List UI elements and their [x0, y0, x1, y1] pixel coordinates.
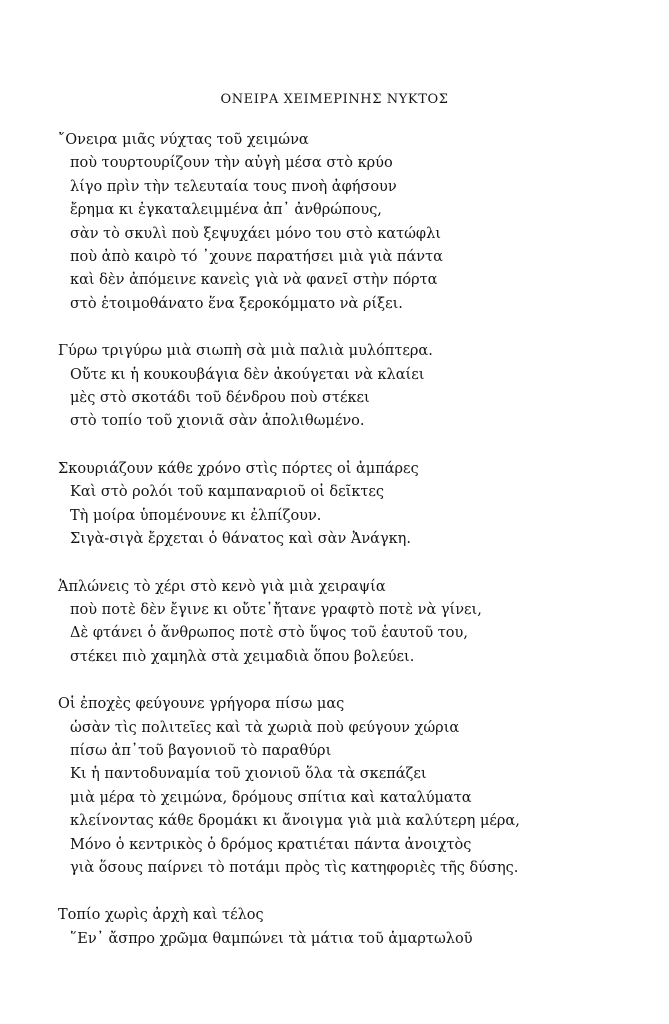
poem-line: Οἱ ἐποχὲς φεύγουνε γρήγορα πίσω μας [58, 696, 345, 713]
poem-line: Ἁπλώνεις τὸ χέρι στὸ κενὸ γιὰ μιὰ χειραψία [58, 578, 386, 595]
poem-line: καὶ δὲν ἀπόμεινε κανεὶς γιὰ νὰ φανεῖ στὴν πόρτα [70, 272, 438, 289]
poem-line: ποὺ τουρτουρίζουν τὴν αὐγὴ μέσα στὸ κρύο [70, 155, 393, 172]
poem-line: Οὔτε κι ἡ κουκουβάγια δὲν ἀκούγεται νὰ κλαίει [70, 366, 425, 383]
poem-line: ῎Ονειρα μιᾶς νύχτας τοῦ χειμώνα [58, 132, 309, 148]
stanza [60, 340, 620, 434]
poem-line: μιὰ μέρα τὸ χειμώνα, δρόμους σπίτια καὶ καταλύματα [70, 789, 472, 806]
stanza [60, 458, 620, 552]
poem-line: ὡσὰν τὶς πολιτεῖες καὶ τὰ χωριὰ ποὺ φεύγουν χώρια [70, 719, 460, 736]
poem-line: ποὺ ποτὲ δὲν ἔγινε κι οὔτε᾽ἤτανε γραφτὸ ποτὲ νὰ γίνει, [70, 601, 482, 618]
poem-line: Τοπίο χωρὶς ἀρχὴ καὶ τέλος [58, 907, 264, 924]
poem-line: Σκουριάζουν κάθε χρόνο στὶς πόρτες οἱ ἀμπάρες [58, 460, 419, 477]
poem-line: Μόνο ὁ κεντρικὸς ὁ δρόμος κρατιέται πάντα ἀνοιχτὸς [70, 836, 472, 853]
stanza [60, 129, 620, 316]
poem-line: στέκει πιὸ χαμηλὰ στὰ χειμαδιὰ ὅπου βολεύει. [70, 648, 415, 665]
poem-line: γιὰ ὅσους παίρνει τὸ ποτάμι πρὸς τὶς κατηφοριὲς τῆς δύσης. [70, 859, 519, 876]
poem-line: ῞Εν᾽ ἄσπρο χρῶμα θαμπώνει τὰ μάτια τοῦ ἁμαρτωλοῦ [70, 930, 473, 947]
poem-line: Κι ἡ παντοδυναμία τοῦ χιονιοῦ ὅλα τὰ σκεπάζει [70, 766, 427, 783]
stanza [60, 693, 620, 880]
poem-line: μὲς στὸ σκοτάδι τοῦ δένδρου ποὺ στέκει [70, 390, 370, 407]
poem-line: σὰν τὸ σκυλὶ ποὺ ξεψυχάει μόνο του στὸ κατώφλι [70, 225, 441, 242]
poem-line: Καὶ στὸ ρολόι τοῦ καμπαναριοῦ οἱ δεῖκτες [70, 484, 385, 501]
poem-body [60, 129, 620, 975]
stanza [60, 576, 620, 670]
poem-line: Γύρω τριγύρω μιὰ σιωπὴ σὰ μιὰ παλιὰ μυλόπτερα. [58, 343, 433, 360]
poem-line: στὸ ἑτοιμοθάνατο ἕνα ξεροκόμματο νὰ ρίξει. [70, 295, 403, 312]
poem-line: κλείνοντας κάθε δρομάκι κι ἄνοιγμα γιὰ μιὰ καλύτερη μέρα, [70, 813, 520, 830]
poem-line: Τὴ μοίρα ὑπομένουνε κι ἐλπίζουν. [70, 507, 322, 524]
poem-line: ἔρημα κι ἐγκαταλειμμένα ἀπ᾽ ἀνθρώπους, [70, 202, 382, 219]
poem-line: ποὺ ἀπὸ καιρὸ τό ᾽χουνε παρατήσει μιὰ γιὰ πάντα [70, 249, 443, 266]
poem-line: στὸ τοπίο τοῦ χιονιᾶ σὰν ἀπολιθωμένο. [70, 413, 365, 430]
poem-line: λίγο πρὶν τὴν τελευταία τους πνοὴ ἀφήσουν [70, 178, 397, 195]
poem-line: πίσω ἀπ᾽τοῦ βαγονιοῦ τὸ παραθύρι [70, 742, 332, 759]
poem-line: Δὲ φτάνει ὁ ἄνθρωπος ποτὲ στὸ ὕψος τοῦ ἑαυτοῦ του, [70, 625, 468, 642]
poem-line: Σιγὰ-σιγὰ ἔρχεται ὁ θάνατος καὶ σὰν Ἀνάγκη. [70, 531, 411, 548]
stanza [60, 904, 620, 951]
poem-title: ΟΝΕΙΡΑ ΧΕΙΜΕΡΙΝΗΣ ΝΥΚΤΟΣ [220, 92, 449, 107]
